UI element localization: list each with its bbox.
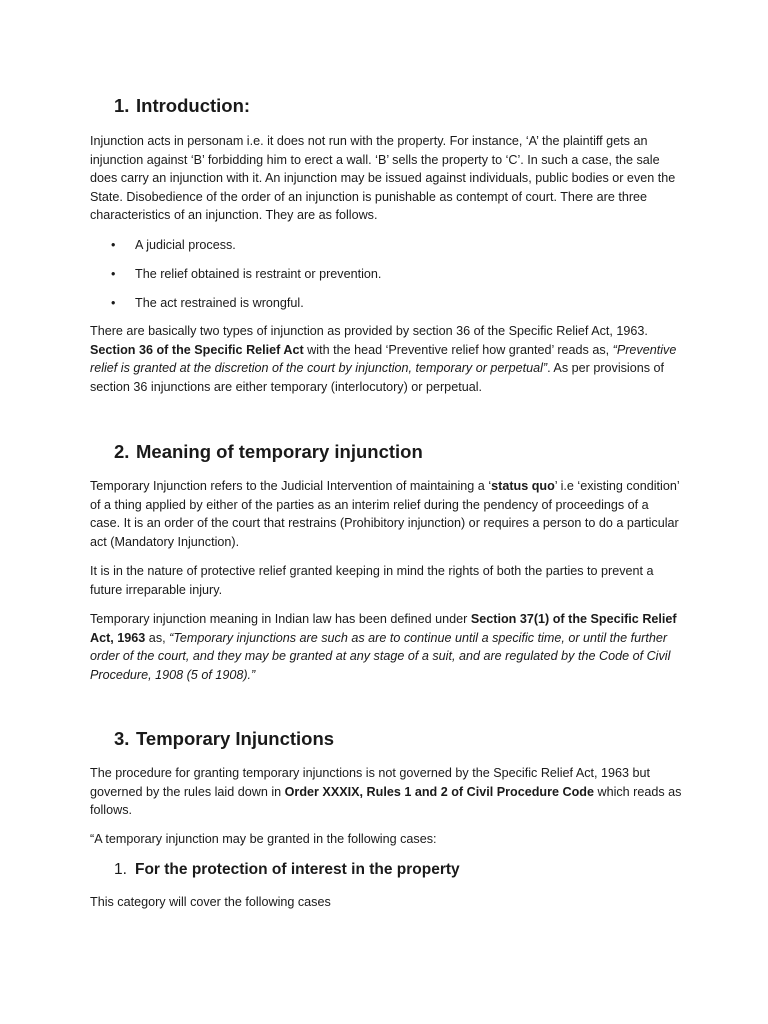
list-item: • The act restrained is wrongful. — [111, 296, 304, 310]
cases-intro-paragraph: “A temporary injunction may be granted in the following cases: — [90, 832, 437, 846]
meaning-paragraph-1: Temporary Injunction refers to the Judicial Intervention of maintaining a ‘status quo’ i.e ‘existing condition’ of a thing applied by either of the parties as an interim relief during the pendency of proceedings of a case. It is an order of the court that restrains (Prohibitory injunction) or requires a person to do a particular act (Mandatory Injunction). — [90, 479, 680, 549]
bullet-icon: • — [111, 296, 116, 310]
injunction-types-paragraph: There are basically two types of injunction as provided by section 36 of the Specific Relief Act, 1963. Section 36 of the Specific Relief Act with the head ‘Preventive relief how granted’ reads as, “Preventive relief is granted at the discretion of the court by injunction, temporary or perpetual”. As per provisions of section 36 injunctions are either temporary (interlocutory) or perpetual. — [90, 324, 677, 394]
list-item: • A judicial process. — [111, 238, 236, 252]
bullet-icon: • — [111, 238, 116, 252]
section-heading-introduction: 1. Introduction: — [114, 95, 251, 116]
section-heading-meaning: 2. Meaning of temporary injunction — [114, 441, 423, 462]
subheading-protection-of-interest: 1. For the protection of interest in the property — [114, 861, 460, 878]
category-paragraph: This category will cover the following cases — [90, 895, 331, 909]
procedure-paragraph: The procedure for granting temporary injunctions is not governed by the Specific Relief Act, 1963 but governed by the rules laid down in Order XXXIX, Rules 1 and 2 of Civil Procedure Code which reads as follows. — [90, 766, 682, 817]
bullet-icon: • — [111, 267, 116, 281]
intro-paragraph: Injunction acts in personam i.e. it does not run with the property. For instance, ‘A’ the plaintiff gets an injunction against ‘B’ forbidding him to erect a wall. ‘B’ sells the property to ‘C’. In such a case, the sale does carry an injunction with it. An injunction may be issued against individuals, public bodies or even the State. Disobedience of the order of an injunction is punishable as contempt of court. There are three characteristics of an injunction. They are as follows. — [90, 134, 676, 222]
list-item: • The relief obtained is restraint or prevention. — [111, 267, 382, 281]
meaning-paragraph-2: It is in the nature of protective relief granted keeping in mind the rights of both the parties to prevent a future irreparable injury. — [90, 564, 654, 597]
section-heading-temporary-injunctions: 3. Temporary Injunctions — [114, 728, 335, 749]
meaning-paragraph-3: Temporary injunction meaning in Indian law has been defined under Section 37(1) of the Specific Relief Act, 1963 as, “Temporary injunctions are such as are to continue until a specific time, or until the further order of the court, and they may be granted at any stage of a suit, and are regulated by the Code of Civil Procedure, 1908 (5 of 1908).” — [90, 612, 677, 682]
